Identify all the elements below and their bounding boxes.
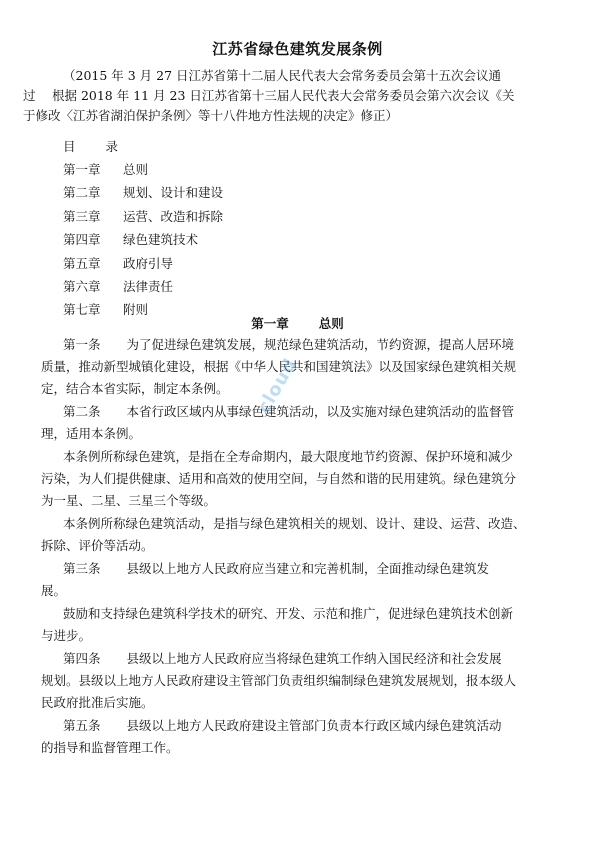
toc-item: 第一章 总则	[63, 162, 149, 177]
toc-item: 第六章 法律责任	[63, 279, 174, 295]
toc-heading	[63, 137, 118, 157]
toc-item: 第三章 运营、改造和拆除	[63, 208, 224, 224]
chapter-heading	[0, 314, 595, 332]
article-paragraph: 本条例所称绿色建筑，是指在全寿命期内，最大限度地节约资源、保护环境和减少 污染，为人们提供健康、适用和高效的使用空间，与自然和谐的民用建筑。绿色建筑分 为一星、二星、三星三个等级。	[41, 449, 517, 508]
toc-item: 第五章 政府引导	[63, 255, 174, 271]
preamble-line: 于修改〈江苏省湖泊保护条例〉等十八件地方性法规的决定》修正）	[23, 108, 399, 123]
article-paragraph: 鼓励和支持绿色建筑科学技术的研究、开发、示范和推广，促进绿色建筑技术创新 与进步。	[41, 606, 514, 643]
article-paragraph: 第三条 县级以上地方人民政府应当建立和完善机制，全面推动绿色建筑发 展。	[63, 558, 575, 602]
article-number: 第二条	[63, 404, 101, 419]
chapter-name: 总则	[318, 316, 344, 331]
preamble-line: 过 根据 2018 年 11 月 23 日江苏省第十三届人民代表大会常务委员会第六次会议《关	[23, 88, 515, 103]
article-number: 第三条	[63, 561, 101, 576]
table-of-contents	[63, 158, 223, 322]
article-paragraph: 第五条 县级以上地方人民政府建设主管部门负责本行政区域内绿色建筑活动 的指导和监督管理工作。	[63, 715, 575, 759]
document-title: 江苏省绿色建筑发展条例	[212, 40, 383, 58]
toc-item: 第四章 绿色建筑技术	[63, 232, 199, 248]
article-number: 第四条	[63, 651, 101, 666]
preamble-line: （2015 年 3 月 27 日江苏省第十二届人民代表大会常务委员会第十五次会议通	[63, 68, 502, 83]
article-paragraph: 第一条 为了促进绿色建筑发展，规范绿色建筑活动，节约资源，提高人居环境 质量，推动新型城镇化建设，根据《中华人民共和国建筑法》以及国家绿色建筑相关规 定，结合本省实际，制定本条例。	[63, 334, 575, 400]
article-paragraph: 第四条 县级以上地方人民政府应当将绿色建筑工作纳入国民经济和社会发展 规划。县级以上地方人民政府建设主管部门负责组织编制绿色建筑发展规划，报本级人 民政府批准后实施。	[63, 648, 575, 714]
preamble	[23, 66, 571, 126]
article-number: 第五条	[63, 718, 101, 733]
toc-item: 第二章 规划、设计和建设	[63, 185, 224, 201]
toc-heading-char: 录	[105, 139, 118, 154]
article-paragraph: 本条例所称绿色建筑活动，是指与绿色建筑相关的规划、设计、建设、运营、改造、 拆除、评价等活动。	[41, 516, 526, 553]
watermark-text: cloud	[253, 354, 302, 418]
chapter-number: 第一章	[251, 316, 289, 331]
article-paragraph: 第二条 本省行政区域内从事绿色建筑活动，以及实施对绿色建筑活动的监督管 理，适用本条例。	[63, 401, 575, 445]
toc-heading-char: 目	[63, 139, 76, 154]
toc-item: 第七章 附则	[63, 302, 149, 318]
article-number: 第一条	[63, 337, 101, 352]
